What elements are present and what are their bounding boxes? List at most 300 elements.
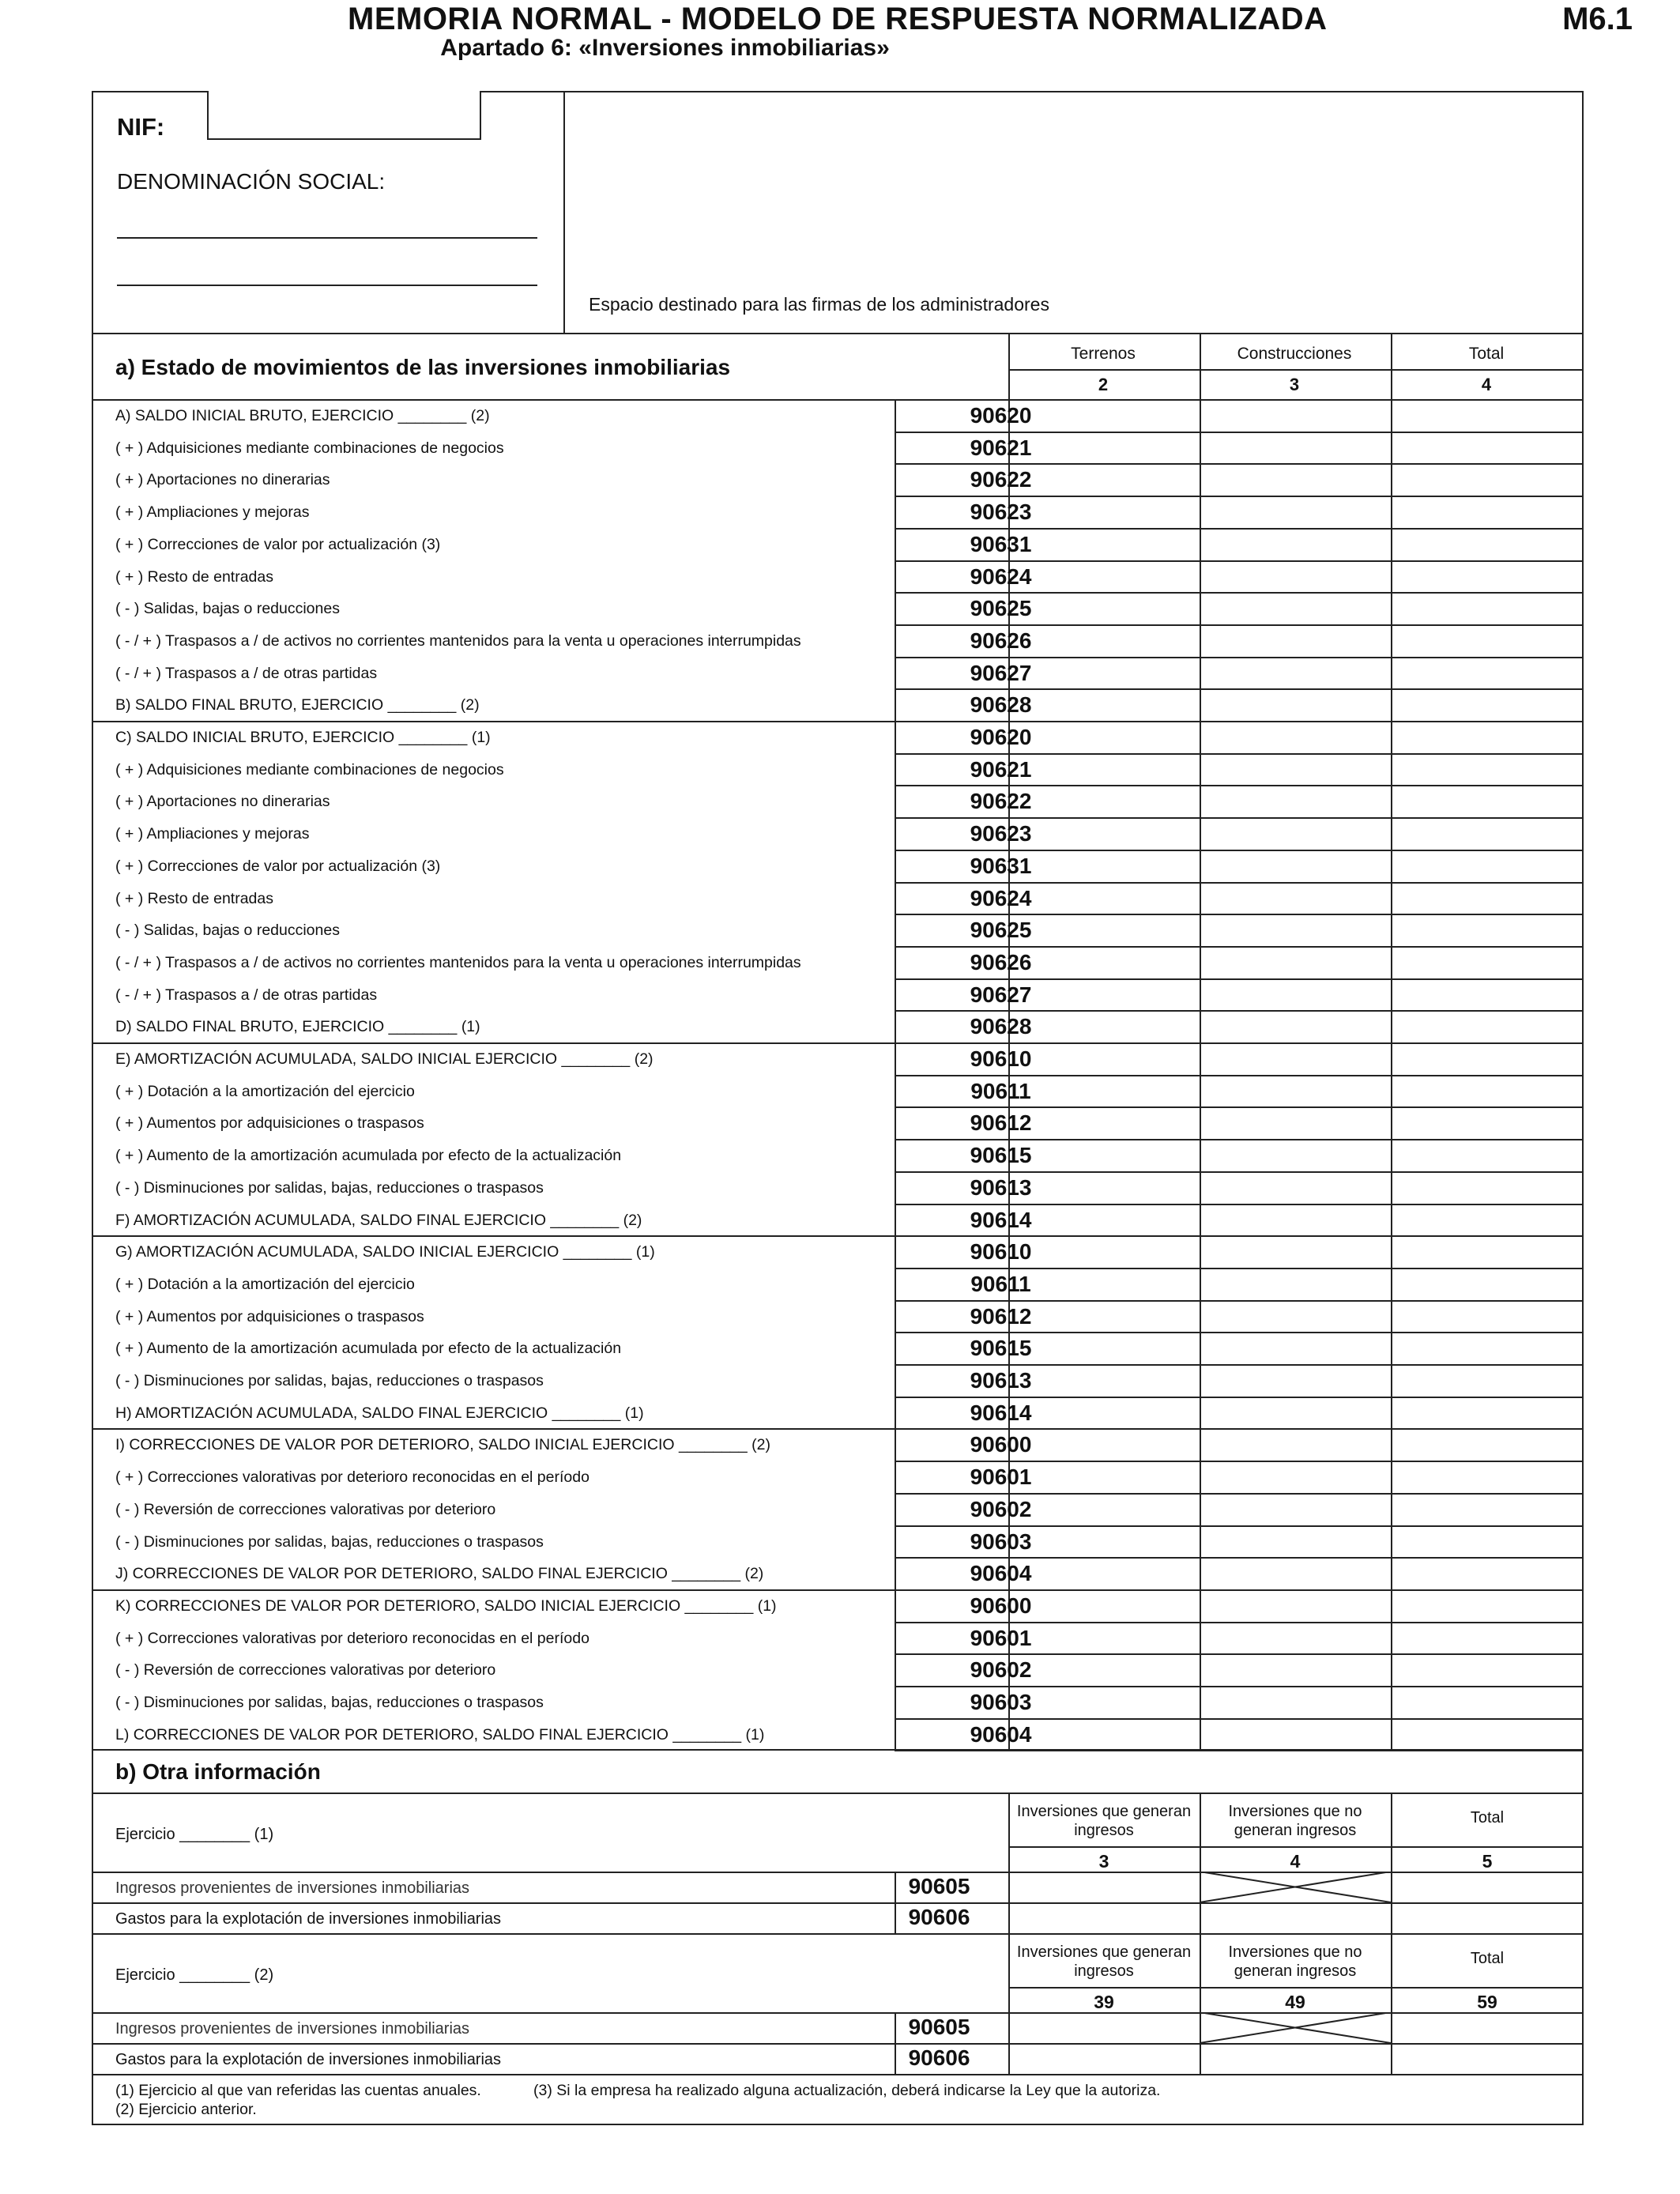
row-code: 90620 xyxy=(970,725,1032,749)
id-bottom-rule xyxy=(92,333,1584,334)
row-code: 90623 xyxy=(970,499,1032,524)
row-code: 90600 xyxy=(970,1593,1032,1618)
footnote-3: (3) Si la empresa ha realizado alguna actualización, deberá indicarse la Ley que la autoriza. xyxy=(533,2082,1161,2099)
id-divider xyxy=(563,91,565,334)
ejercicio-label: Ejercicio ________ (1) xyxy=(115,1826,274,1843)
cell-construcciones[interactable] xyxy=(1200,399,1389,431)
cell-total[interactable] xyxy=(1391,1364,1582,1396)
cell-total[interactable] xyxy=(1391,1718,1582,1750)
cell-construcciones[interactable] xyxy=(1200,657,1389,688)
row-label: D) SALDO FINAL BRUTO, EJERCICIO ________ (1) xyxy=(115,1018,480,1035)
cell-construcciones[interactable] xyxy=(1200,1686,1389,1717)
cell-construcciones[interactable] xyxy=(1200,1139,1389,1171)
row-label: ( + ) Adquisiciones mediante combinaciones de negocios xyxy=(115,439,504,457)
cell-total[interactable] xyxy=(1391,1525,1582,1557)
col-construcciones-num: 3 xyxy=(1289,375,1300,394)
cell-terrenos[interactable] xyxy=(1008,624,1198,656)
row-label: ( - ) Reversión de correcciones valorativas por deterioro xyxy=(115,1661,496,1679)
table-row xyxy=(93,1653,1582,1685)
table-row xyxy=(93,1461,1582,1492)
cell-total[interactable] xyxy=(1391,1622,1582,1653)
row-label: ( - ) Reversión de correcciones valorativas por deterioro xyxy=(115,1501,496,1518)
cell-total[interactable] xyxy=(1391,399,1582,431)
table-row xyxy=(93,850,1582,881)
table-row xyxy=(93,463,1582,495)
cell-total[interactable] xyxy=(1391,785,1582,816)
b-row-rule xyxy=(92,1902,1584,1904)
row-label: ( + ) Correcciones de valor por actualización (3) xyxy=(115,536,441,553)
row-label: ( - ) Disminuciones por salidas, bajas, reducciones o traspasos xyxy=(115,1372,544,1389)
cell-terrenos[interactable] xyxy=(1008,592,1198,624)
cell-total[interactable] xyxy=(1391,1075,1582,1106)
cell-total[interactable] xyxy=(1391,1653,1582,1685)
footnote-1: (1) Ejercicio al que van referidas las cuentas anuales. xyxy=(115,2082,481,2099)
col-terrenos-num: 2 xyxy=(1098,375,1109,394)
table-row xyxy=(93,1010,1582,1042)
cell-construcciones[interactable] xyxy=(1200,1010,1389,1042)
cell-construcciones[interactable] xyxy=(1200,753,1389,785)
table-row xyxy=(93,1622,1582,1653)
cell-construcciones[interactable] xyxy=(1200,1075,1389,1106)
row-label: ( - / + ) Traspasos a / de otras partidas xyxy=(115,665,378,682)
row-code: 90628 xyxy=(970,692,1032,717)
cell-total[interactable] xyxy=(1391,1493,1582,1525)
cell-total[interactable] xyxy=(1391,1589,1582,1621)
cell-total[interactable] xyxy=(1391,1397,1582,1428)
b-cell-generan[interactable] xyxy=(1010,2012,1200,2042)
table-row xyxy=(93,721,1582,752)
b-row-rule xyxy=(92,2043,1584,2045)
table-row xyxy=(93,1332,1582,1363)
b-col-label: Inversiones que no generan ingresos xyxy=(1228,1803,1362,1839)
row-label: ( - ) Disminuciones por salidas, bajas, reducciones o traspasos xyxy=(115,1179,544,1197)
cell-total[interactable] xyxy=(1391,1686,1582,1717)
cell-terrenos[interactable] xyxy=(1008,463,1198,495)
cell-total[interactable] xyxy=(1391,914,1582,945)
cell-total[interactable] xyxy=(1391,496,1582,527)
cell-terrenos[interactable] xyxy=(1008,399,1198,431)
crossed-out-cell xyxy=(1200,1872,1391,1902)
cell-construcciones[interactable] xyxy=(1200,1461,1389,1492)
row-code: 90631 xyxy=(970,532,1032,556)
cell-total[interactable] xyxy=(1391,560,1582,592)
table-row xyxy=(93,1171,1582,1203)
col-construcciones-label: Construcciones xyxy=(1237,345,1352,363)
cell-total[interactable] xyxy=(1391,1139,1582,1171)
cell-terrenos[interactable] xyxy=(1008,560,1198,592)
table-row xyxy=(93,1686,1582,1717)
cell-terrenos[interactable] xyxy=(1008,1139,1198,1171)
section-b-title: b) Otra información xyxy=(115,1759,321,1784)
cell-total[interactable] xyxy=(1391,1106,1582,1138)
cell-total[interactable] xyxy=(1391,592,1582,624)
cell-construcciones[interactable] xyxy=(1200,882,1389,914)
b-cell-total[interactable] xyxy=(1392,2012,1582,2042)
row-label: K) CORRECCIONES DE VALOR POR DETERIORO, SALDO INICIAL EJERCICIO ________ (1) xyxy=(115,1597,777,1615)
colhead-divider xyxy=(1008,369,1582,371)
cell-construcciones[interactable] xyxy=(1200,1235,1389,1267)
cell-terrenos[interactable] xyxy=(1008,785,1198,816)
row-label: C) SALDO INICIAL BRUTO, EJERCICIO ________ (1) xyxy=(115,729,491,746)
denominacion-line-2[interactable] xyxy=(117,285,537,286)
cell-terrenos[interactable] xyxy=(1008,657,1198,688)
row-label: ( - ) Salidas, bajas o reducciones xyxy=(115,600,340,617)
row-code: 90603 xyxy=(970,1690,1032,1714)
row-code: 90626 xyxy=(970,950,1032,974)
table-row xyxy=(93,882,1582,914)
cell-terrenos[interactable] xyxy=(1008,1010,1198,1042)
table-row xyxy=(93,399,1582,431)
table-row xyxy=(93,592,1582,624)
cell-total[interactable] xyxy=(1391,882,1582,914)
cell-construcciones[interactable] xyxy=(1200,1204,1389,1235)
b-cell-generan[interactable] xyxy=(1010,2043,1200,2073)
table-row xyxy=(93,1300,1582,1332)
row-label: H) AMORTIZACIÓN ACUMULADA, SALDO FINAL EJERCICIO ________ (1) xyxy=(115,1404,644,1422)
b-col-num: 59 xyxy=(1477,1992,1497,2012)
row-code: 90627 xyxy=(970,982,1032,1007)
row-label: I) CORRECCIONES DE VALOR POR DETERIORO, SALDO INICIAL EJERCICIO ________ (2) xyxy=(115,1436,770,1453)
b-row-label: Ingresos provenientes de inversiones inmobiliarias xyxy=(115,2020,470,2038)
cell-construcciones[interactable] xyxy=(1200,1171,1389,1203)
cell-total[interactable] xyxy=(1391,721,1582,752)
table-row xyxy=(93,946,1582,978)
cell-construcciones[interactable] xyxy=(1200,624,1389,656)
row-code: 90604 xyxy=(970,1722,1032,1747)
col-total-label: Total xyxy=(1468,345,1505,363)
b-col-num: 3 xyxy=(1098,1851,1109,1872)
cell-terrenos[interactable] xyxy=(1008,496,1198,527)
cell-total[interactable] xyxy=(1391,1268,1582,1299)
cell-total[interactable] xyxy=(1391,850,1582,881)
b-row-code: 90605 xyxy=(908,1874,970,1898)
cell-terrenos[interactable] xyxy=(1008,1171,1198,1203)
row-label: F) AMORTIZACIÓN ACUMULADA, SALDO FINAL EJERCICIO ________ (2) xyxy=(115,1212,642,1229)
row-code: 90603 xyxy=(970,1529,1032,1554)
cell-total[interactable] xyxy=(1391,624,1582,656)
cell-construcciones[interactable] xyxy=(1200,1622,1389,1653)
row-label: J) CORRECCIONES DE VALOR POR DETERIORO, SALDO FINAL EJERCICIO ________ (2) xyxy=(115,1565,764,1582)
cell-construcciones[interactable] xyxy=(1200,850,1389,881)
cell-construcciones[interactable] xyxy=(1200,1718,1389,1750)
cell-terrenos[interactable] xyxy=(1008,1397,1198,1428)
cell-construcciones[interactable] xyxy=(1200,1042,1389,1074)
row-label: B) SALDO FINAL BRUTO, EJERCICIO ________ (2) xyxy=(115,696,480,714)
row-label: ( + ) Aumentos por adquisiciones o traspasos xyxy=(115,1114,424,1132)
cell-total[interactable] xyxy=(1391,978,1582,1010)
row-code: 90611 xyxy=(970,1272,1031,1296)
row-code: 90624 xyxy=(970,886,1032,910)
row-code: 90611 xyxy=(970,1079,1031,1103)
row-label: ( + ) Aportaciones no dinerarias xyxy=(115,471,330,488)
cell-terrenos[interactable] xyxy=(1008,688,1198,720)
cell-terrenos[interactable] xyxy=(1008,528,1198,560)
cell-terrenos[interactable] xyxy=(1008,721,1198,752)
cell-construcciones[interactable] xyxy=(1200,1106,1389,1138)
b-cell-generan[interactable] xyxy=(1010,1872,1200,1902)
cell-terrenos[interactable] xyxy=(1008,1493,1198,1525)
cell-construcciones[interactable] xyxy=(1200,688,1389,720)
table-row xyxy=(93,1397,1582,1428)
table-row xyxy=(93,753,1582,785)
cell-total[interactable] xyxy=(1391,1235,1582,1267)
cell-construcciones[interactable] xyxy=(1200,785,1389,816)
cell-construcciones[interactable] xyxy=(1200,1557,1389,1589)
cell-construcciones[interactable] xyxy=(1200,560,1389,592)
cell-terrenos[interactable] xyxy=(1008,1686,1198,1717)
b-col-label: Inversiones que generan ingresos xyxy=(1016,1943,1192,1980)
b-col-label: Inversiones que generan ingresos xyxy=(1016,1803,1192,1839)
cell-terrenos[interactable] xyxy=(1008,1718,1198,1750)
row-label: ( + ) Correcciones valorativas por deterioro reconocidas en el período xyxy=(115,1468,590,1486)
cell-terrenos[interactable] xyxy=(1008,1332,1198,1363)
cell-total[interactable] xyxy=(1391,1428,1582,1460)
b-cell-total[interactable] xyxy=(1392,2043,1582,2073)
row-code: 90612 xyxy=(970,1304,1032,1329)
cell-total[interactable] xyxy=(1391,1010,1582,1042)
row-code: 90625 xyxy=(970,596,1032,620)
cell-construcciones[interactable] xyxy=(1200,946,1389,978)
cell-construcciones[interactable] xyxy=(1200,1525,1389,1557)
row-label: ( + ) Aumento de la amortización acumulada por efecto de la actualización xyxy=(115,1147,622,1164)
cell-total[interactable] xyxy=(1391,1204,1582,1235)
row-code: 90614 xyxy=(970,1400,1032,1425)
row-label: ( - / + ) Traspasos a / de otras partidas xyxy=(115,986,378,1004)
b-col-divider xyxy=(1200,1793,1201,1933)
cell-terrenos[interactable] xyxy=(1008,1622,1198,1653)
row-code: 90604 xyxy=(970,1561,1032,1585)
cell-construcciones[interactable] xyxy=(1200,528,1389,560)
table-row xyxy=(93,1042,1582,1074)
cell-construcciones[interactable] xyxy=(1200,914,1389,945)
col-total-num: 4 xyxy=(1481,375,1492,394)
cell-terrenos[interactable] xyxy=(1008,1268,1198,1299)
cell-terrenos[interactable] xyxy=(1008,1364,1198,1396)
table-row xyxy=(93,432,1582,463)
row-code: 90624 xyxy=(970,564,1032,589)
row-code: 90621 xyxy=(970,757,1032,782)
section-b-title-rule xyxy=(92,1793,1584,1794)
b-col-num: 39 xyxy=(1094,1992,1114,2012)
cell-terrenos[interactable] xyxy=(1008,1075,1198,1106)
row-label: ( - / + ) Traspasos a / de activos no corrientes mantenidos para la venta u operaciones interrumpidas xyxy=(115,954,801,971)
b-row-label: Gastos para la explotación de inversiones inmobiliarias xyxy=(115,2051,502,2068)
cell-total[interactable] xyxy=(1391,1042,1582,1074)
row-label: ( - ) Disminuciones por salidas, bajas, reducciones o traspasos xyxy=(115,1533,544,1551)
footnote-2: (2) Ejercicio anterior. xyxy=(115,2101,257,2118)
row-code: 90628 xyxy=(970,1014,1032,1039)
b-cell-total[interactable] xyxy=(1392,1872,1582,1902)
form-code: M6.1 xyxy=(1562,2,1633,36)
b-row-label: Gastos para la explotación de inversiones inmobiliarias xyxy=(115,1910,502,1928)
b-col-num: 4 xyxy=(1290,1851,1301,1872)
row-code: 90610 xyxy=(970,1239,1032,1264)
cell-terrenos[interactable] xyxy=(1008,1525,1198,1557)
row-label: ( - ) Disminuciones por salidas, bajas, reducciones o traspasos xyxy=(115,1694,544,1711)
row-label: A) SALDO INICIAL BRUTO, EJERCICIO ________ (2) xyxy=(115,407,490,424)
row-code: 90613 xyxy=(970,1368,1032,1393)
table-row xyxy=(93,1525,1582,1557)
cell-terrenos[interactable] xyxy=(1008,1653,1198,1685)
cell-terrenos[interactable] xyxy=(1008,1106,1198,1138)
row-label: L) CORRECCIONES DE VALOR POR DETERIORO, SALDO FINAL EJERCICIO ________ (1) xyxy=(115,1726,765,1744)
table-row xyxy=(93,688,1582,720)
cell-terrenos[interactable] xyxy=(1008,1300,1198,1332)
cell-terrenos[interactable] xyxy=(1008,432,1198,463)
cell-terrenos[interactable] xyxy=(1008,882,1198,914)
cell-construcciones[interactable] xyxy=(1200,1397,1389,1428)
cell-construcciones[interactable] xyxy=(1200,1493,1389,1525)
table-row xyxy=(93,1557,1582,1589)
form-title: MEMORIA NORMAL - MODELO DE RESPUESTA NORMALIZADA xyxy=(348,2,1328,36)
table-row xyxy=(93,1364,1582,1396)
cell-terrenos[interactable] xyxy=(1008,1428,1198,1460)
cell-terrenos[interactable] xyxy=(1008,1204,1198,1235)
signature-space-label: Espacio destinado para las firmas de los administradores xyxy=(589,294,1049,315)
table-row xyxy=(93,1493,1582,1525)
row-code: 90626 xyxy=(970,628,1032,653)
row-label: ( + ) Correcciones de valor por actualización (3) xyxy=(115,858,441,875)
table-row xyxy=(93,657,1582,688)
b-col-label: Inversiones que no generan ingresos xyxy=(1228,1943,1362,1980)
cell-total[interactable] xyxy=(1391,946,1582,978)
denominacion-label: DENOMINACIÓN SOCIAL: xyxy=(117,169,386,194)
table-row xyxy=(93,914,1582,945)
b-cell-generan[interactable] xyxy=(1010,1902,1200,1932)
nif-input[interactable] xyxy=(207,91,481,140)
cell-total[interactable] xyxy=(1391,528,1582,560)
row-label: ( + ) Dotación a la amortización del ejercicio xyxy=(115,1276,415,1293)
b-row-code: 90605 xyxy=(908,2015,970,2039)
b-col-num: 49 xyxy=(1285,1992,1305,2012)
section-a-title: a) Estado de movimientos de las inversiones inmobiliarias xyxy=(115,355,731,379)
cell-terrenos[interactable] xyxy=(1008,1042,1198,1074)
row-code: 90601 xyxy=(970,1465,1032,1489)
cell-terrenos[interactable] xyxy=(1008,1461,1198,1492)
section-a-bottom-rule xyxy=(92,1749,1584,1751)
cell-construcciones[interactable] xyxy=(1200,463,1389,495)
b-row-label: Ingresos provenientes de inversiones inmobiliarias xyxy=(115,1879,470,1897)
cell-construcciones[interactable] xyxy=(1200,1268,1389,1299)
cell-total[interactable] xyxy=(1391,817,1582,849)
cell-terrenos[interactable] xyxy=(1008,978,1198,1010)
table-row xyxy=(93,1235,1582,1267)
cell-construcciones[interactable] xyxy=(1200,978,1389,1010)
nif-label: NIF: xyxy=(117,113,165,141)
table-row xyxy=(93,528,1582,560)
row-code: 90601 xyxy=(970,1626,1032,1650)
b-row-code: 90606 xyxy=(908,1905,970,1929)
row-code: 90622 xyxy=(970,789,1032,813)
table-row xyxy=(93,560,1582,592)
cell-construcciones[interactable] xyxy=(1200,496,1389,527)
cell-total[interactable] xyxy=(1391,432,1582,463)
table-row xyxy=(93,1106,1582,1138)
cell-total[interactable] xyxy=(1391,753,1582,785)
cell-total[interactable] xyxy=(1391,1461,1582,1492)
b-col-num: 5 xyxy=(1482,1851,1493,1872)
cell-construcciones[interactable] xyxy=(1200,1300,1389,1332)
crossed-out-cell xyxy=(1200,2012,1391,2043)
cell-construcciones[interactable] xyxy=(1200,721,1389,752)
col-terrenos-label: Terrenos xyxy=(1071,345,1136,363)
row-code: 90622 xyxy=(970,467,1032,492)
table-row xyxy=(93,1428,1582,1460)
table-row xyxy=(93,496,1582,527)
row-label: E) AMORTIZACIÓN ACUMULADA, SALDO INICIAL EJERCICIO ________ (2) xyxy=(115,1050,654,1068)
row-label: ( + ) Ampliaciones y mejoras xyxy=(115,825,310,843)
b-cell-total[interactable] xyxy=(1392,1902,1582,1932)
cell-terrenos[interactable] xyxy=(1008,753,1198,785)
row-code: 90621 xyxy=(970,435,1032,460)
cell-terrenos[interactable] xyxy=(1008,1557,1198,1589)
b-col-label: Total xyxy=(1470,1809,1505,1826)
row-code: 90623 xyxy=(970,821,1032,846)
cell-terrenos[interactable] xyxy=(1008,946,1198,978)
table-row xyxy=(93,817,1582,849)
cell-construcciones[interactable] xyxy=(1200,1364,1389,1396)
b-row-code: 90606 xyxy=(908,2045,970,2070)
cell-total[interactable] xyxy=(1391,1557,1582,1589)
table-row xyxy=(93,978,1582,1010)
table-row xyxy=(93,1075,1582,1106)
row-label: ( + ) Ampliaciones y mejoras xyxy=(115,503,310,521)
row-code: 90610 xyxy=(970,1046,1032,1071)
cell-construcciones[interactable] xyxy=(1200,817,1389,849)
cell-total[interactable] xyxy=(1391,1300,1582,1332)
cell-terrenos[interactable] xyxy=(1008,1589,1198,1621)
cell-construcciones[interactable] xyxy=(1200,1428,1389,1460)
table-row xyxy=(93,1589,1582,1621)
cell-construcciones[interactable] xyxy=(1200,1589,1389,1621)
row-label: ( + ) Dotación a la amortización del ejercicio xyxy=(115,1083,415,1100)
cell-terrenos[interactable] xyxy=(1008,1235,1198,1267)
row-label: ( + ) Resto de entradas xyxy=(115,568,273,586)
cell-terrenos[interactable] xyxy=(1008,850,1198,881)
row-code: 90615 xyxy=(970,1336,1032,1360)
row-label: ( + ) Aumento de la amortización acumulada por efecto de la actualización xyxy=(115,1340,622,1357)
cell-construcciones[interactable] xyxy=(1200,1653,1389,1685)
b-head-divider xyxy=(1008,1846,1584,1848)
page-header xyxy=(0,0,1680,61)
cell-total[interactable] xyxy=(1391,688,1582,720)
cell-terrenos[interactable] xyxy=(1008,817,1198,849)
footnote-rule xyxy=(92,2074,1584,2075)
denominacion-line-1[interactable] xyxy=(117,237,537,239)
ejercicio-label: Ejercicio ________ (2) xyxy=(115,1966,274,1984)
row-code: 90631 xyxy=(970,854,1032,878)
row-label: ( + ) Resto de entradas xyxy=(115,890,273,907)
row-label: ( + ) Adquisiciones mediante combinaciones de negocios xyxy=(115,761,504,778)
cell-terrenos[interactable] xyxy=(1008,914,1198,945)
b-head-divider xyxy=(1008,1987,1584,1989)
row-code: 90614 xyxy=(970,1208,1032,1232)
row-code: 90613 xyxy=(970,1175,1032,1200)
table-row xyxy=(93,1718,1582,1750)
b-row-rule xyxy=(92,1933,1584,1935)
cell-construcciones[interactable] xyxy=(1200,432,1389,463)
table-row xyxy=(93,624,1582,656)
cell-total[interactable] xyxy=(1391,1332,1582,1363)
cell-total[interactable] xyxy=(1391,657,1582,688)
cell-total[interactable] xyxy=(1391,1171,1582,1203)
row-code: 90625 xyxy=(970,918,1032,942)
row-code: 90627 xyxy=(970,661,1032,685)
cell-total[interactable] xyxy=(1391,463,1582,495)
cell-construcciones[interactable] xyxy=(1200,1332,1389,1363)
table-row xyxy=(93,1268,1582,1299)
cell-construcciones[interactable] xyxy=(1200,592,1389,624)
